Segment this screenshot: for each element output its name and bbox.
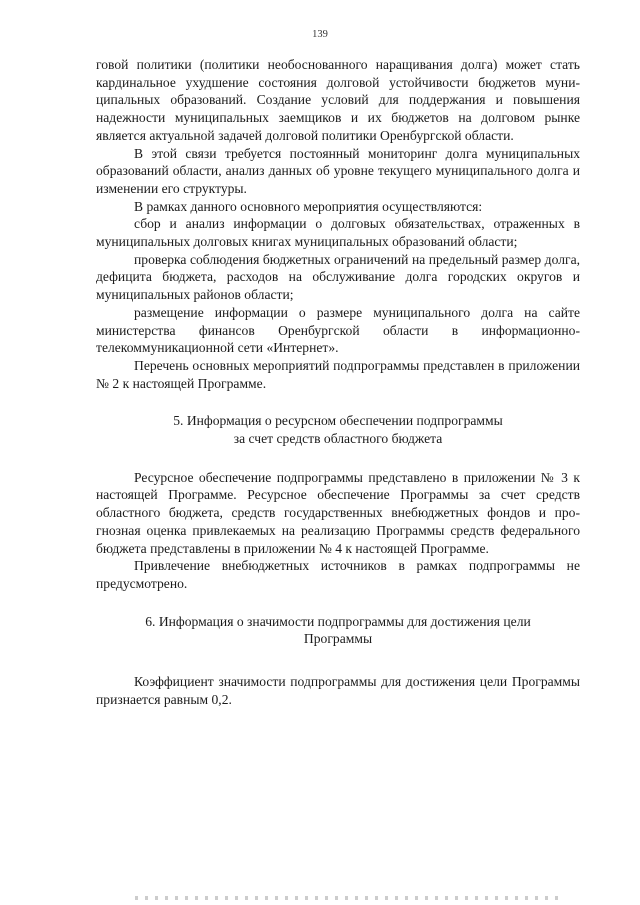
- paragraph-debt-policy: говой политики (политики необоснованного наращивания долга) может стать кардинальное ухудшение состояния долговой устойчивости бюджетов муниципальных образований. Создание условий для поддержания и повышения надежности муниципальных заемщиков и их бюджетов на долговом рынке является актуальной задачей долговой политики Оренбургской области.: [96, 57, 580, 143]
- scan-artifact: [135, 896, 565, 900]
- section-5-heading-line-1: 5. Информация о ресурсном обеспечении подпрограммы: [173, 413, 503, 429]
- section-5-heading-line-2: за счет средств областного бюджета: [233, 431, 443, 447]
- section-6-heading-line-1: 6. Информация о значимости подпрограммы для достижения цели: [145, 613, 531, 629]
- paragraph-collection: сбор и анализ информации о долговых обязательствах, отраженных в муниципальных долговых книгах муниципальных образований области;: [96, 216, 580, 250]
- document-body: [96, 56, 580, 709]
- paragraph-verification: проверка соблюдения бюджетных ограничений на предельный размер долга, дефицита бюджета, расходов на обслуживание долга городских округов и муниципальных районов области;: [96, 251, 580, 303]
- section-6-heading: [96, 613, 580, 648]
- paragraph-activities-list: Перечень основных мероприятий подпрограммы представлен в приложении № 2 к настоящей Программе.: [96, 357, 580, 391]
- paragraph-monitoring: В этой связи требуется постоянный мониторинг долга муниципальных образований области, анализ данных об уровне текущего муниципального долга и изменении его структуры.: [96, 145, 580, 196]
- paragraph-publication: размещение информации о размере муниципального долга на сайте министерства финансов Оренбургской области в информационно-телекоммуникационной сети «Интернет».: [96, 304, 580, 356]
- section-6-heading-line-2: Программы: [303, 631, 373, 647]
- paragraph-resource-support: Ресурсное обеспечение подпрограммы представлено в приложении № 3 к настоящей Программе. Ресурсное обеспечение Программы за счет средств областного бюджета, средств государственных внебюджетных фондов и прогнозная оценка привлекаемых на реализацию Программы средств федерального бюджета представлены в приложении № 4 к настоящей Программе.: [96, 469, 580, 556]
- section-5-heading: [96, 412, 580, 447]
- paragraph-activities-intro: В рамках данного основного мероприятия осуществляются:: [134, 198, 483, 214]
- paragraph-extrabudgetary: Привлечение внебюджетных источников в рамках подпрограммы не предусмотрено.: [96, 558, 580, 591]
- page-number: 139: [312, 29, 328, 40]
- paragraph-significance-coefficient: Коэффициент значимости подпрограммы для достижения цели Программы признается равным 0,2.: [96, 674, 580, 707]
